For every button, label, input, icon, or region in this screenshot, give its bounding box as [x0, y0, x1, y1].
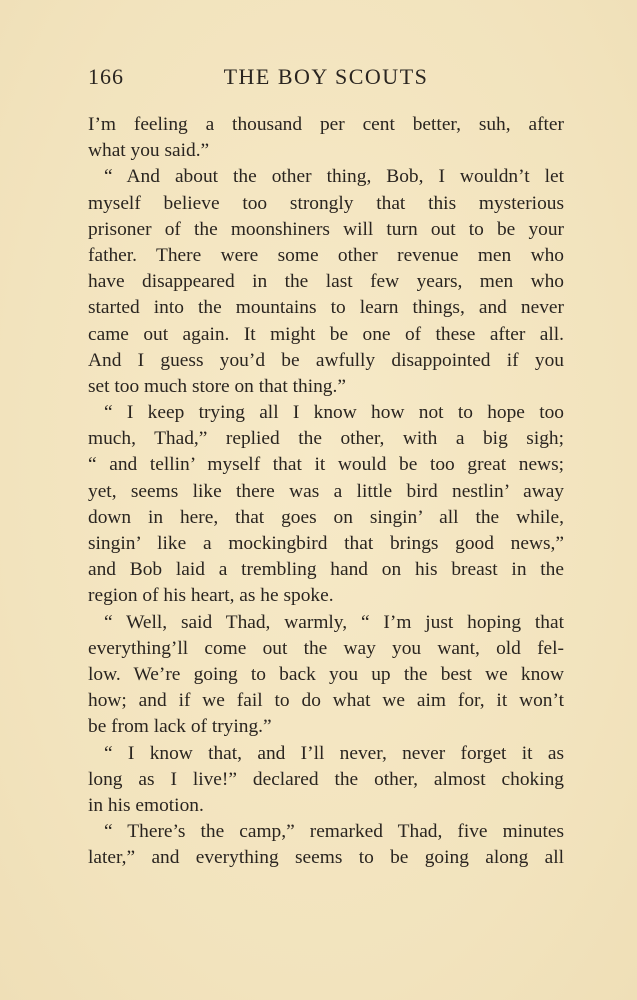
text-line: set too much store on that thing.”	[88, 375, 346, 397]
text-line: everything’ll come out the way you want, old fel-	[88, 637, 564, 659]
page-number: 166	[88, 64, 124, 89]
text-line: how; and if we fail to do what we aim for, it won’t	[88, 690, 564, 712]
text-line: I’m feeling a thousand per cent better, suh, after	[88, 114, 564, 135]
text-line: yet, seems like there was a little bird nestlin’ away	[88, 480, 564, 502]
text-line: in his emotion.	[88, 794, 204, 816]
text-line: and Bob laid a trembling hand on his breast in the	[88, 559, 564, 581]
text-line: myself believe too strongly that this mysterious	[88, 192, 564, 214]
text-line: be from lack of trying.”	[88, 716, 272, 738]
text-line: region of his heart, as he spoke.	[88, 585, 334, 607]
text-line: down in here, that goes on singin’ all the while,	[88, 506, 564, 528]
page-header	[88, 64, 564, 96]
text-line: what you said.”	[88, 140, 210, 162]
text-line: And I guess you’d be awfully disappointed if you	[88, 349, 564, 371]
text-line: “ Well, said Thad, warmly, “ I’m just hoping that	[104, 611, 564, 633]
running-title: THE BOY SCOUTS	[223, 64, 429, 89]
text-line: prisoner of the moonshiners will turn out to be your	[88, 218, 564, 240]
text-line: “ I know that, and I’ll never, never forget it as	[104, 742, 564, 764]
text-line: started into the mountains to learn things, and never	[88, 297, 564, 319]
text-line: “ There’s the camp,” remarked Thad, five minutes	[104, 821, 564, 843]
text-line: “ I keep trying all I know how not to hope too	[104, 402, 564, 424]
text-line: father. There were some other revenue men who	[88, 244, 564, 266]
text-line: came out again. It might be one of these after all.	[88, 323, 564, 345]
text-line: later,” and everything seems to be going along all	[88, 847, 564, 869]
text-line: much, Thad,” replied the other, with a big sigh;	[88, 428, 564, 450]
text-line: long as I live!” declared the other, almost choking	[88, 768, 564, 790]
text-line: have disappeared in the last few years, men who	[88, 271, 564, 293]
text-line: low. We’re going to back you up the best we know	[88, 663, 564, 685]
text-line: “ And about the other thing, Bob, I wouldn’t let	[104, 166, 564, 188]
body-text	[88, 112, 564, 871]
text-line: singin’ like a mockingbird that brings good news,”	[88, 533, 564, 554]
text-line: “ and tellin’ myself that it would be too great news;	[88, 454, 564, 476]
